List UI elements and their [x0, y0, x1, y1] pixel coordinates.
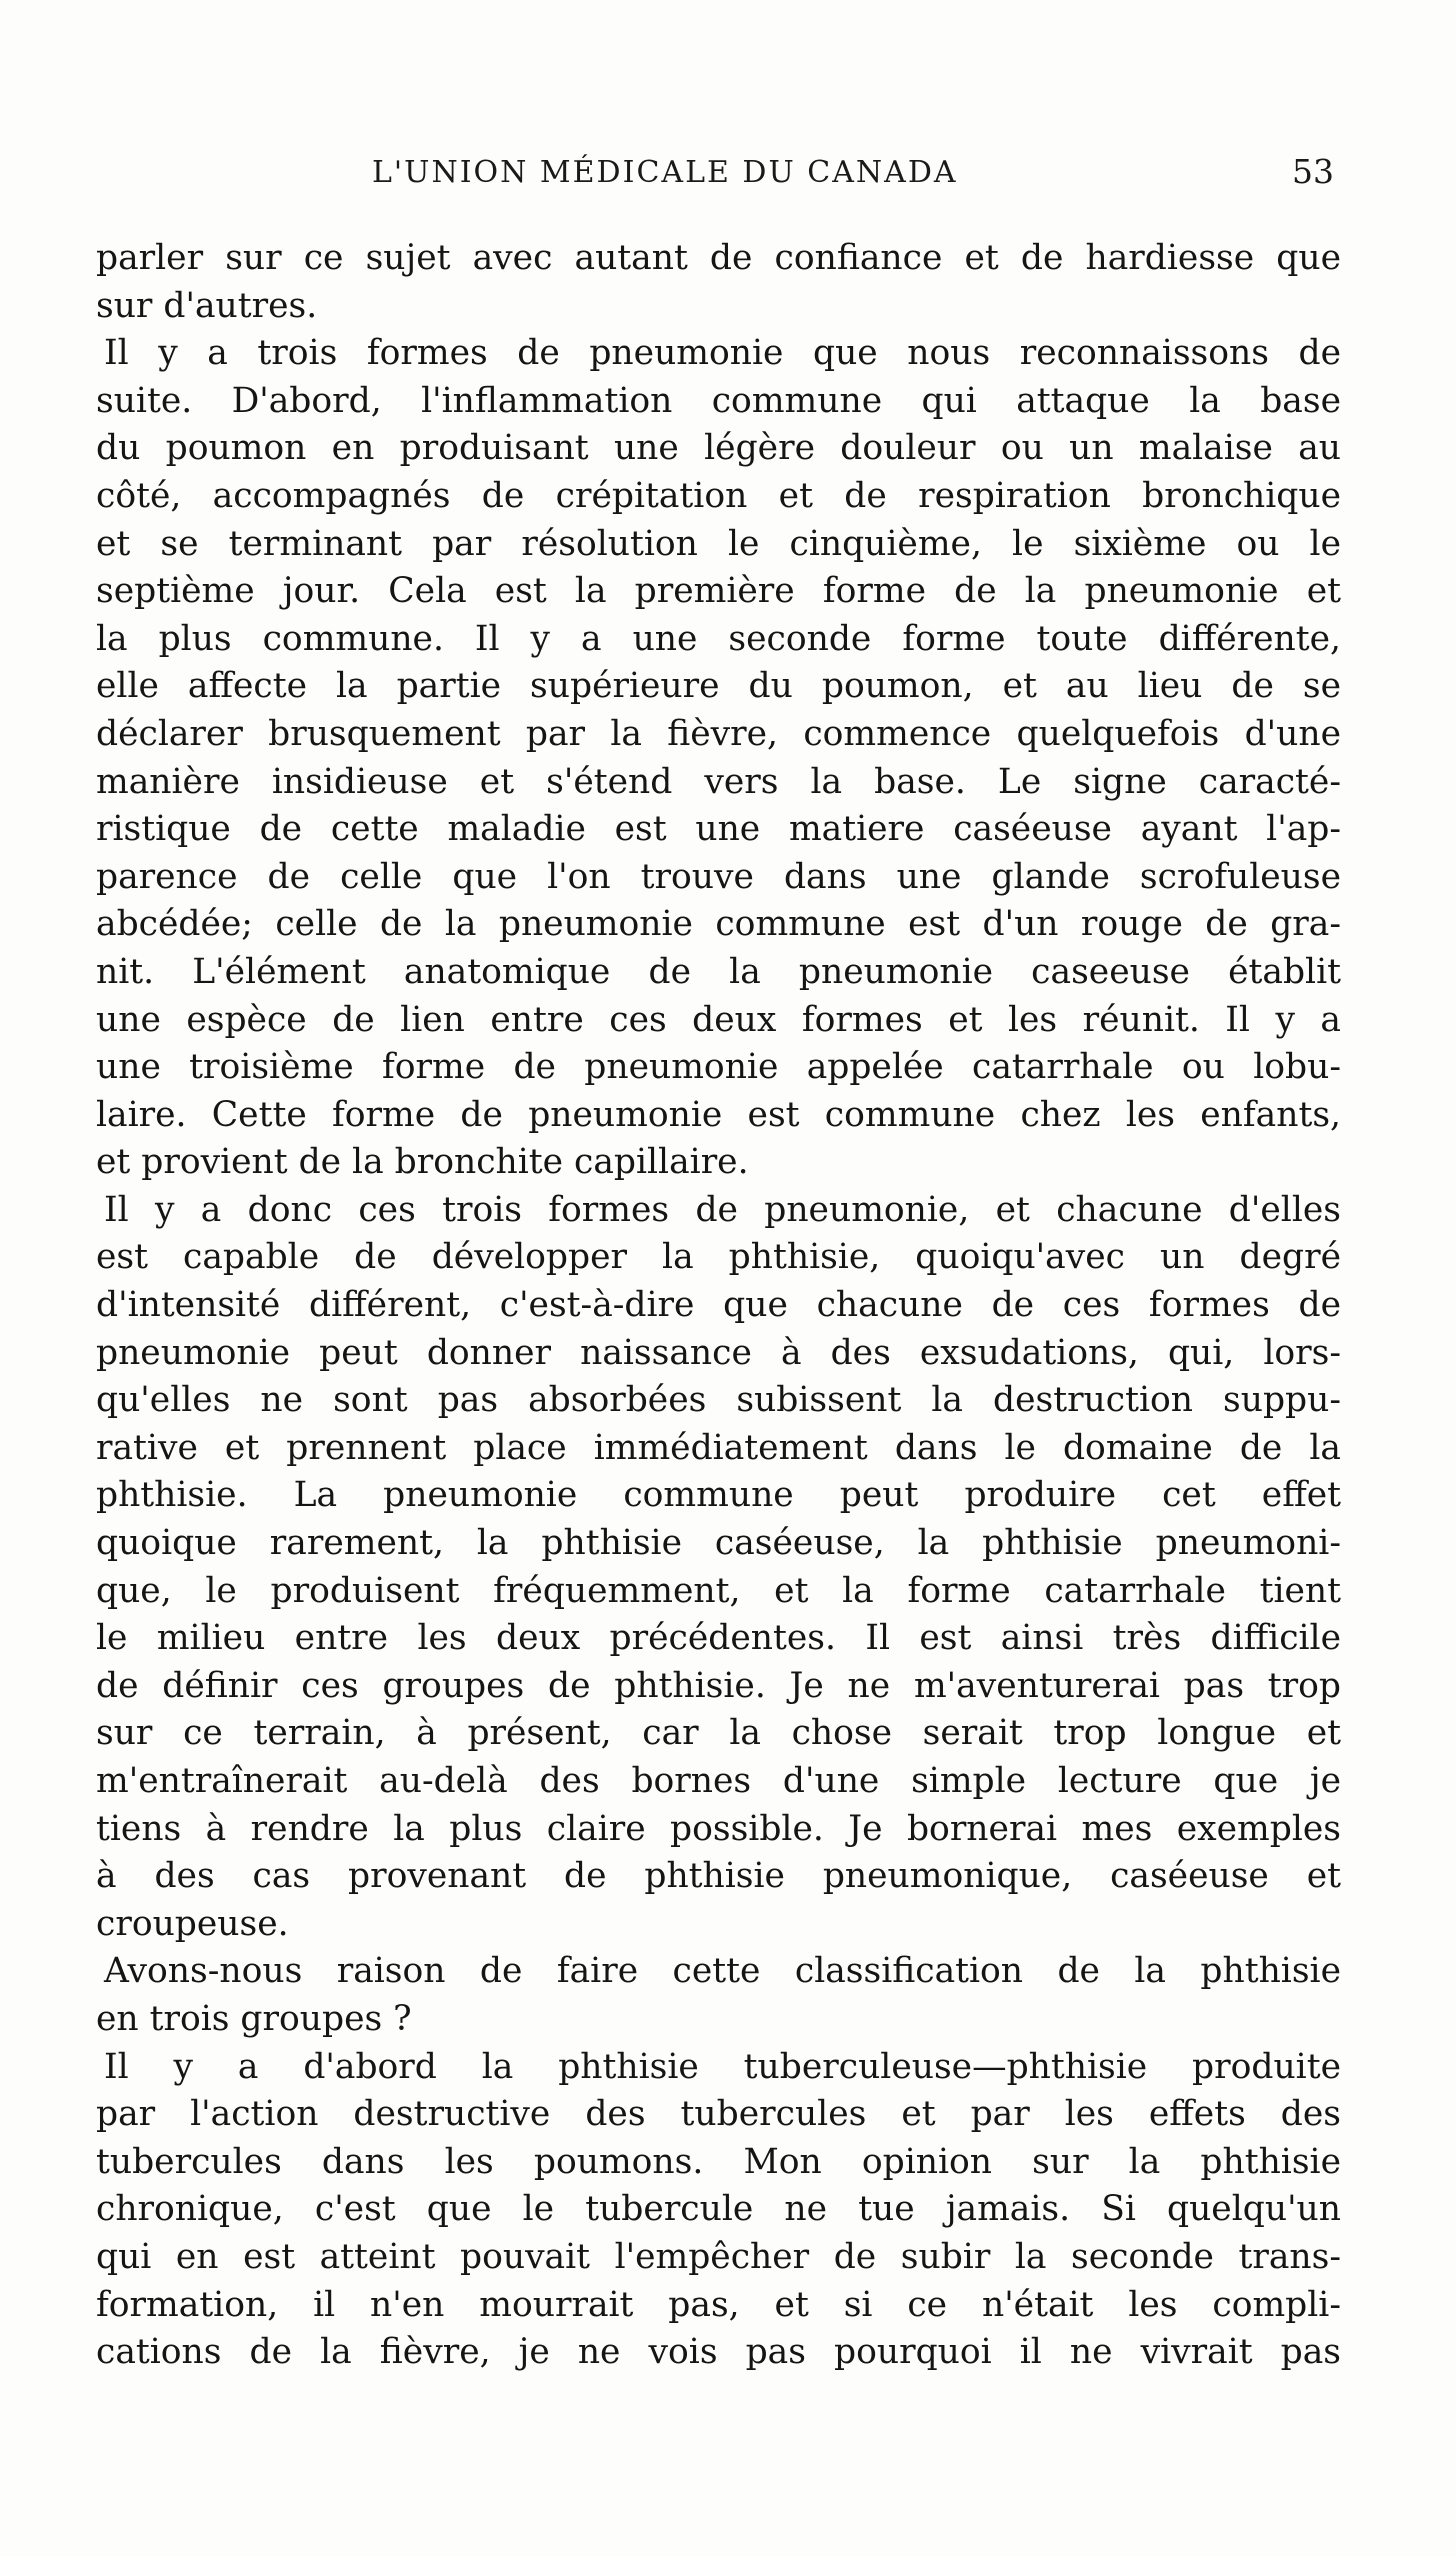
paragraph-2: [96, 330, 1341, 1187]
text-line: qu'elles ne sont pas absorbées subissent la destruction suppu-: [96, 1380, 1341, 1421]
text-line: elle affecte la partie supérieure du poumon, et au lieu de se: [96, 666, 1341, 707]
text-line: sur ce terrain, à présent, car la chose serait trop longue et: [96, 1713, 1341, 1754]
text-line: Il y a trois formes de pneumonie que nous reconnaissons de: [104, 333, 1341, 374]
page-number: 53: [1292, 152, 1334, 191]
text-line: Avons-nous raison de faire cette classification de la phthisie: [104, 1951, 1341, 1992]
text-line: et provient de la bronchite capillaire.: [96, 1142, 749, 1183]
text-line: à des cas provenant de phthisie pneumonique, caséeuse et: [96, 1856, 1341, 1897]
body-text: [96, 235, 1341, 2377]
text-line: d'intensité différent, c'est-à-dire que chacune de ces formes de: [96, 1285, 1341, 1326]
text-line: rative et prennent place immédiatement dans le domaine de la: [96, 1427, 1341, 1468]
text-line: déclarer brusquement par la fièvre, commence quelquefois d'une: [96, 713, 1341, 754]
text-line: nit. L'élément anatomique de la pneumonie caseeuse établit: [96, 951, 1341, 992]
text-line: de définir ces groupes de phthisie. Je ne m'aventurerai pas trop: [96, 1665, 1341, 1706]
text-line: tiens à rendre la plus claire possible. Je bornerai mes exemples: [96, 1808, 1341, 1849]
text-line: manière insidieuse et s'étend vers la base. Le signe caracté-: [96, 761, 1341, 802]
text-line: suite. D'abord, l'inflammation commune qui attaque la base: [96, 380, 1341, 421]
text-line: en trois groupes ?: [96, 1998, 412, 2039]
text-line: septième jour. Cela est la première forme de la pneumonie et: [96, 571, 1341, 612]
text-line: tubercules dans les poumons. Mon opinion sur la phthisie: [96, 2141, 1341, 2182]
paragraph-3: [96, 1187, 1341, 1949]
text-line: du poumon en produisant une légère douleur ou un malaise au: [96, 428, 1341, 469]
text-line: m'entraînerait au-delà des bornes d'une simple lecture que je: [96, 1761, 1341, 1801]
text-line: quoique rarement, la phthisie caséeuse, la phthisie pneumoni-: [96, 1523, 1341, 1564]
text-line: une espèce de lien entre ces deux formes et les réunit. Il y a: [96, 999, 1341, 1040]
text-line: Il y a d'abord la phthisie tuberculeuse—phthisie produite: [104, 2046, 1341, 2087]
text-line: ristique de cette maladie est une matiere caséeuse ayant l'ap-: [96, 809, 1341, 850]
text-line: chronique, c'est que le tubercule ne tue jamais. Si quelqu'un: [96, 2189, 1341, 2230]
text-line: que, le produisent fréquemment, et la forme catarrhale tient: [96, 1570, 1341, 1611]
text-line: parler sur ce sujet avec autant de confiance et de hardiesse que: [96, 238, 1341, 278]
text-line: pneumonie peut donner naissance à des exsudations, qui, lors-: [96, 1332, 1341, 1373]
text-line: qui en est atteint pouvait l'empêcher de subir la seconde trans-: [96, 2236, 1341, 2277]
text-line: une troisième forme de pneumonie appelée catarrhale ou lobu-: [96, 1047, 1341, 1088]
paragraph-5: [96, 2044, 1341, 2377]
paragraph-1: [96, 235, 1341, 330]
text-line: par l'action destructive des tubercules et par les effets des: [96, 2094, 1341, 2135]
running-title: L'UNION MÉDICALE DU CANADA: [372, 155, 958, 190]
text-line: côté, accompagnés de crépitation et de respiration bronchique: [96, 475, 1341, 516]
text-line: formation, il n'en mourrait pas, et si ce n'était les compli-: [96, 2284, 1341, 2325]
text-line: laire. Cette forme de pneumonie est commune chez les enfants,: [96, 1094, 1341, 1135]
text-line: cations de la fièvre, je ne vois pas pourquoi il ne vivrait pas: [96, 2332, 1341, 2373]
text-line: croupeuse.: [96, 1903, 289, 1944]
text-line: est capable de développer la phthisie, quoiqu'avec un degré: [96, 1237, 1341, 1278]
paragraph-4: [96, 1948, 1341, 2043]
text-line: sur d'autres.: [96, 285, 318, 326]
text-line: phthisie. La pneumonie commune peut produire cet effet: [96, 1475, 1341, 1516]
text-line: Il y a donc ces trois formes de pneumonie, et chacune d'elles: [104, 1189, 1341, 1230]
text-line: abcédée; celle de la pneumonie commune est d'un rouge de gra-: [96, 904, 1341, 945]
text-line: et se terminant par résolution le cinquième, le sixième ou le: [96, 523, 1341, 564]
text-line: parence de celle que l'on trouve dans une glande scrofuleuse: [96, 856, 1341, 897]
text-line: le milieu entre les deux précédentes. Il est ainsi très difficile: [96, 1618, 1341, 1659]
text-line: la plus commune. Il y a une seconde forme toute différente,: [96, 618, 1341, 659]
